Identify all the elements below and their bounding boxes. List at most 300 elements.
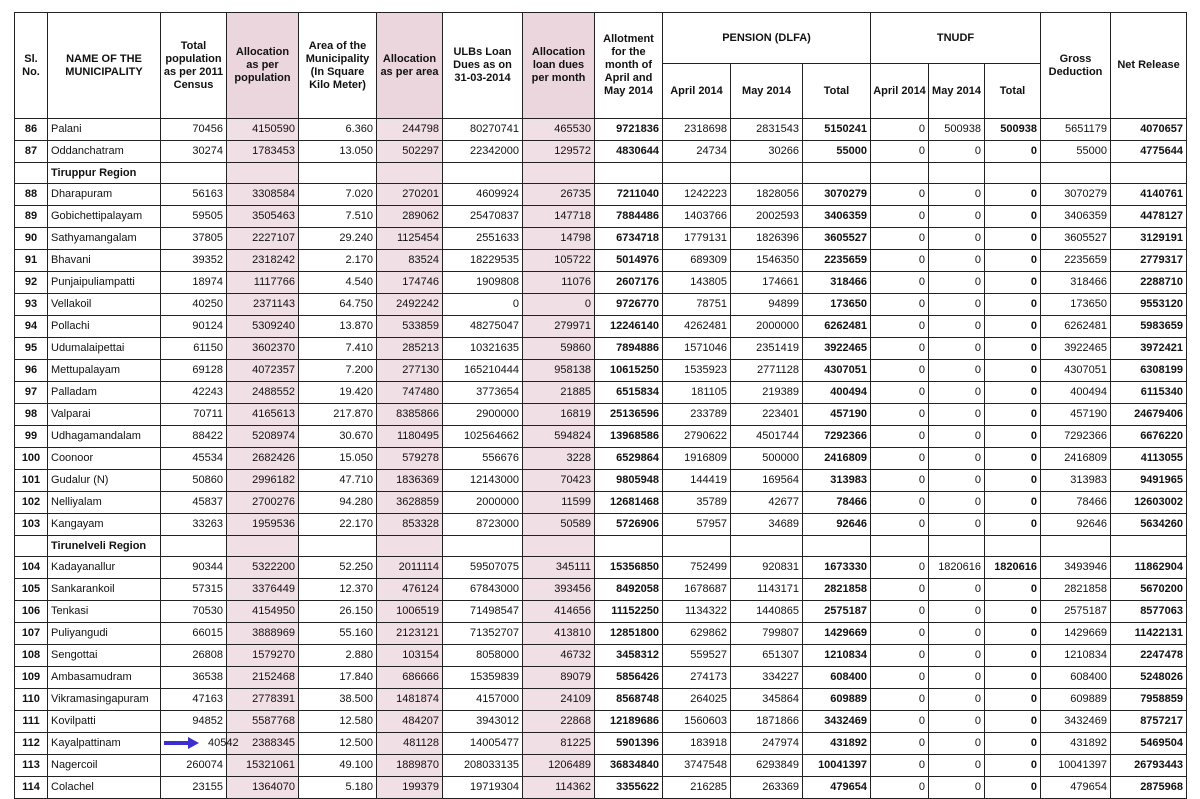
region-empty-cell bbox=[523, 536, 595, 557]
allotment-cell: 5014976 bbox=[595, 250, 663, 272]
pension-total-cell: 1210834 bbox=[803, 645, 871, 667]
tnudf-total-cell: 0 bbox=[985, 623, 1041, 645]
total-population-cell: 59505 bbox=[161, 206, 227, 228]
municipality-name-cell: Palani bbox=[48, 119, 161, 141]
tnudf-may-cell: 0 bbox=[929, 250, 985, 272]
area-cell: 49.100 bbox=[299, 755, 377, 777]
sl-no-cell: 101 bbox=[15, 470, 48, 492]
net-release-cell: 6308199 bbox=[1111, 360, 1187, 382]
alloc-area-cell: 502297 bbox=[377, 141, 443, 163]
pension-april-cell: 1134322 bbox=[663, 601, 731, 623]
sl-no-cell: 86 bbox=[15, 119, 48, 141]
header-sl-no: Sl. No. bbox=[15, 13, 48, 119]
alloc-population-cell: 1117766 bbox=[227, 272, 299, 294]
pension-total-cell: 313983 bbox=[803, 470, 871, 492]
alloc-area-cell: 484207 bbox=[377, 711, 443, 733]
tnudf-april-cell: 0 bbox=[871, 557, 929, 579]
alloc-population-cell: 5587768 bbox=[227, 711, 299, 733]
tnudf-total-cell: 500938 bbox=[985, 119, 1041, 141]
pension-may-cell: 223401 bbox=[731, 404, 803, 426]
tnudf-may-cell: 0 bbox=[929, 623, 985, 645]
ulb-loan-cell: 3943012 bbox=[443, 711, 523, 733]
pension-total-cell: 609889 bbox=[803, 689, 871, 711]
pension-may-cell: 42677 bbox=[731, 492, 803, 514]
tnudf-april-cell: 0 bbox=[871, 711, 929, 733]
ulb-loan-cell: 18229535 bbox=[443, 250, 523, 272]
region-empty-cell bbox=[1111, 536, 1187, 557]
area-cell: 64.750 bbox=[299, 294, 377, 316]
ulb-loan-cell: 208033135 bbox=[443, 755, 523, 777]
total-population-cell: 70711 bbox=[161, 404, 227, 426]
alloc-population-cell: 2682426 bbox=[227, 448, 299, 470]
gross-deduction-cell: 10041397 bbox=[1041, 755, 1111, 777]
area-cell: 2.170 bbox=[299, 250, 377, 272]
tnudf-may-cell: 0 bbox=[929, 733, 985, 755]
pension-april-cell: 2318698 bbox=[663, 119, 731, 141]
tnudf-may-cell: 0 bbox=[929, 426, 985, 448]
sl-no-cell: 91 bbox=[15, 250, 48, 272]
alloc-loan-cell: 46732 bbox=[523, 645, 595, 667]
table-row bbox=[15, 623, 1187, 645]
allotment-cell: 11152250 bbox=[595, 601, 663, 623]
tnudf-may-cell: 0 bbox=[929, 777, 985, 799]
sl-no-cell: 100 bbox=[15, 448, 48, 470]
net-release-cell: 9491965 bbox=[1111, 470, 1187, 492]
tnudf-total-cell: 0 bbox=[985, 448, 1041, 470]
area-cell: 47.710 bbox=[299, 470, 377, 492]
tnudf-total-cell: 0 bbox=[985, 206, 1041, 228]
municipality-name-cell: Colachel bbox=[48, 777, 161, 799]
total-population-cell: 90344 bbox=[161, 557, 227, 579]
alloc-population-cell: 1579270 bbox=[227, 645, 299, 667]
sl-no-cell: 92 bbox=[15, 272, 48, 294]
total-population-cell: 50860 bbox=[161, 470, 227, 492]
net-release-cell: 3129191 bbox=[1111, 228, 1187, 250]
tnudf-may-cell: 0 bbox=[929, 184, 985, 206]
net-release-cell: 24679406 bbox=[1111, 404, 1187, 426]
total-population-cell: 94852 bbox=[161, 711, 227, 733]
allotment-cell: 15356850 bbox=[595, 557, 663, 579]
allotment-cell: 9805948 bbox=[595, 470, 663, 492]
table-row bbox=[15, 141, 1187, 163]
tnudf-total-cell: 0 bbox=[985, 514, 1041, 536]
net-release-cell: 2779317 bbox=[1111, 250, 1187, 272]
tnudf-total-cell: 0 bbox=[985, 492, 1041, 514]
gross-deduction-cell: 92646 bbox=[1041, 514, 1111, 536]
pension-total-cell: 10041397 bbox=[803, 755, 871, 777]
alloc-area-cell: 1006519 bbox=[377, 601, 443, 623]
total-population-cell: 37805 bbox=[161, 228, 227, 250]
pension-may-cell: 34689 bbox=[731, 514, 803, 536]
sl-no-cell: 90 bbox=[15, 228, 48, 250]
pension-may-cell: 1871866 bbox=[731, 711, 803, 733]
alloc-loan-cell: 465530 bbox=[523, 119, 595, 141]
sl-no-cell: 114 bbox=[15, 777, 48, 799]
tnudf-april-cell: 0 bbox=[871, 623, 929, 645]
allotment-cell: 10615250 bbox=[595, 360, 663, 382]
sl-no-cell: 99 bbox=[15, 426, 48, 448]
alloc-loan-cell: 11599 bbox=[523, 492, 595, 514]
header-pension-may: May 2014 bbox=[731, 64, 803, 119]
table-row bbox=[15, 601, 1187, 623]
header-tnudf-may: May 2014 bbox=[929, 64, 985, 119]
pension-may-cell: 30266 bbox=[731, 141, 803, 163]
table-row bbox=[15, 689, 1187, 711]
pension-april-cell: 752499 bbox=[663, 557, 731, 579]
pension-may-cell: 94899 bbox=[731, 294, 803, 316]
tnudf-april-cell: 0 bbox=[871, 360, 929, 382]
municipality-name-cell: Gobichettipalayam bbox=[48, 206, 161, 228]
alloc-area-cell: 747480 bbox=[377, 382, 443, 404]
header-tnudf-group: TNUDF bbox=[871, 13, 1041, 64]
municipality-name-cell: Sankarankoil bbox=[48, 579, 161, 601]
allotment-cell: 6734718 bbox=[595, 228, 663, 250]
ulb-loan-cell: 15359839 bbox=[443, 667, 523, 689]
tnudf-april-cell: 0 bbox=[871, 338, 929, 360]
gross-deduction-cell: 609889 bbox=[1041, 689, 1111, 711]
region-empty-cell bbox=[1041, 536, 1111, 557]
alloc-loan-cell: 114362 bbox=[523, 777, 595, 799]
tnudf-total-cell: 0 bbox=[985, 579, 1041, 601]
tnudf-april-cell: 0 bbox=[871, 601, 929, 623]
alloc-area-cell: 199379 bbox=[377, 777, 443, 799]
alloc-area-cell: 1125454 bbox=[377, 228, 443, 250]
area-cell: 26.150 bbox=[299, 601, 377, 623]
tnudf-april-cell: 0 bbox=[871, 667, 929, 689]
total-population-cell: 69128 bbox=[161, 360, 227, 382]
region-empty-cell bbox=[377, 536, 443, 557]
pension-may-cell: 1143171 bbox=[731, 579, 803, 601]
tnudf-may-cell: 500938 bbox=[929, 119, 985, 141]
total-population-cell: 23155 bbox=[161, 777, 227, 799]
area-cell: 7.510 bbox=[299, 206, 377, 228]
area-cell: 19.420 bbox=[299, 382, 377, 404]
allotment-cell: 4830644 bbox=[595, 141, 663, 163]
municipality-name-cell: Gudalur (N) bbox=[48, 470, 161, 492]
gross-deduction-cell: 2416809 bbox=[1041, 448, 1111, 470]
tnudf-may-cell: 0 bbox=[929, 689, 985, 711]
net-release-cell: 5634260 bbox=[1111, 514, 1187, 536]
area-cell: 38.500 bbox=[299, 689, 377, 711]
tnudf-april-cell: 0 bbox=[871, 492, 929, 514]
area-cell: 29.240 bbox=[299, 228, 377, 250]
total-population-cell bbox=[161, 733, 239, 755]
ulb-loan-cell: 556676 bbox=[443, 448, 523, 470]
tnudf-total-cell: 0 bbox=[985, 601, 1041, 623]
region-empty-cell bbox=[929, 536, 985, 557]
tnudf-may-cell: 0 bbox=[929, 206, 985, 228]
municipality-name-cell: Sathyamangalam bbox=[48, 228, 161, 250]
alloc-loan-cell: 958138 bbox=[523, 360, 595, 382]
allotment-cell: 12246140 bbox=[595, 316, 663, 338]
tnudf-april-cell: 0 bbox=[871, 777, 929, 799]
sl-no-cell: 88 bbox=[15, 184, 48, 206]
tnudf-april-cell: 0 bbox=[871, 404, 929, 426]
region-empty-cell bbox=[871, 536, 929, 557]
sl-no-cell: 110 bbox=[15, 689, 48, 711]
area-cell: 7.020 bbox=[299, 184, 377, 206]
tnudf-may-cell: 1820616 bbox=[929, 557, 985, 579]
net-release-cell: 5670200 bbox=[1111, 579, 1187, 601]
tnudf-april-cell: 0 bbox=[871, 755, 929, 777]
tnudf-april-cell: 0 bbox=[871, 228, 929, 250]
alloc-loan-cell: 345111 bbox=[523, 557, 595, 579]
total-population-value: 40542 bbox=[208, 737, 239, 749]
pension-may-cell: 920831 bbox=[731, 557, 803, 579]
municipality-name-cell: Kadayanallur bbox=[48, 557, 161, 579]
table-row bbox=[15, 184, 1187, 206]
tnudf-total-cell: 0 bbox=[985, 338, 1041, 360]
pension-april-cell: 57957 bbox=[663, 514, 731, 536]
pension-may-cell: 263369 bbox=[731, 777, 803, 799]
gross-deduction-cell: 3922465 bbox=[1041, 338, 1111, 360]
sl-no-cell: 111 bbox=[15, 711, 48, 733]
alloc-area-cell: 3628859 bbox=[377, 492, 443, 514]
tnudf-may-cell: 0 bbox=[929, 579, 985, 601]
allocation-table bbox=[14, 12, 1187, 799]
gross-deduction-cell: 2575187 bbox=[1041, 601, 1111, 623]
pension-total-cell: 3070279 bbox=[803, 184, 871, 206]
alloc-area-cell: 103154 bbox=[377, 645, 443, 667]
table-row bbox=[15, 470, 1187, 492]
tnudf-may-cell: 0 bbox=[929, 382, 985, 404]
ulb-loan-cell: 4157000 bbox=[443, 689, 523, 711]
total-population-cell: 47163 bbox=[161, 689, 227, 711]
alloc-population-cell: 3888969 bbox=[227, 623, 299, 645]
pension-total-cell: 608400 bbox=[803, 667, 871, 689]
header-gross-deduction: Gross Deduction bbox=[1041, 13, 1111, 119]
municipality-name-cell: Punjaipuliampatti bbox=[48, 272, 161, 294]
header-total-population: Total population as per 2011 Census bbox=[161, 13, 227, 119]
sl-no-cell: 103 bbox=[15, 514, 48, 536]
area-cell: 12.580 bbox=[299, 711, 377, 733]
tnudf-total-cell: 0 bbox=[985, 294, 1041, 316]
table-row bbox=[15, 492, 1187, 514]
table-row bbox=[15, 645, 1187, 667]
gross-deduction-cell: 479654 bbox=[1041, 777, 1111, 799]
region-empty-cell bbox=[443, 163, 523, 184]
gross-deduction-cell: 2821858 bbox=[1041, 579, 1111, 601]
net-release-cell: 26793443 bbox=[1111, 755, 1187, 777]
alloc-population-cell: 15321061 bbox=[227, 755, 299, 777]
tnudf-may-cell: 0 bbox=[929, 404, 985, 426]
municipality-name-cell: Pollachi bbox=[48, 316, 161, 338]
tnudf-april-cell: 0 bbox=[871, 426, 929, 448]
area-cell: 7.200 bbox=[299, 360, 377, 382]
total-population-cell: 88422 bbox=[161, 426, 227, 448]
alloc-area-cell: 579278 bbox=[377, 448, 443, 470]
ulb-loan-cell: 8058000 bbox=[443, 645, 523, 667]
table-row bbox=[15, 733, 1187, 755]
gross-deduction-cell: 1429669 bbox=[1041, 623, 1111, 645]
pension-april-cell: 274173 bbox=[663, 667, 731, 689]
tnudf-total-cell: 0 bbox=[985, 250, 1041, 272]
header-name: NAME OF THE MUNICIPALITY bbox=[48, 13, 161, 119]
region-empty-cell bbox=[595, 163, 663, 184]
region-empty-cell bbox=[731, 163, 803, 184]
table-row bbox=[15, 228, 1187, 250]
municipality-name-cell: Nelliyalam bbox=[48, 492, 161, 514]
alloc-population-cell: 5309240 bbox=[227, 316, 299, 338]
sl-no-cell: 98 bbox=[15, 404, 48, 426]
gross-deduction-cell: 2235659 bbox=[1041, 250, 1111, 272]
ulb-loan-cell: 3773654 bbox=[443, 382, 523, 404]
alloc-population-cell: 4150590 bbox=[227, 119, 299, 141]
pension-may-cell: 247974 bbox=[731, 733, 803, 755]
pension-april-cell: 559527 bbox=[663, 645, 731, 667]
table-row bbox=[15, 404, 1187, 426]
pension-total-cell: 2821858 bbox=[803, 579, 871, 601]
pension-april-cell: 183918 bbox=[663, 733, 731, 755]
gross-deduction-cell: 400494 bbox=[1041, 382, 1111, 404]
gross-deduction-cell: 313983 bbox=[1041, 470, 1111, 492]
header-tnudf-april: April 2014 bbox=[871, 64, 929, 119]
alloc-population-cell: 2371143 bbox=[227, 294, 299, 316]
total-population-cell: 70530 bbox=[161, 601, 227, 623]
ulb-loan-cell: 25470837 bbox=[443, 206, 523, 228]
table-row bbox=[15, 755, 1187, 777]
area-cell: 7.410 bbox=[299, 338, 377, 360]
ulb-loan-cell: 67843000 bbox=[443, 579, 523, 601]
alloc-area-cell: 686666 bbox=[377, 667, 443, 689]
sl-no-cell: 104 bbox=[15, 557, 48, 579]
gross-deduction-cell: 4307051 bbox=[1041, 360, 1111, 382]
tnudf-april-cell: 0 bbox=[871, 119, 929, 141]
pension-april-cell: 2790622 bbox=[663, 426, 731, 448]
municipality-name-cell: Oddanchatram bbox=[48, 141, 161, 163]
tnudf-may-cell: 0 bbox=[929, 492, 985, 514]
municipality-name-cell: Nagercoil bbox=[48, 755, 161, 777]
municipality-name-cell: Tenkasi bbox=[48, 601, 161, 623]
pension-may-cell: 169564 bbox=[731, 470, 803, 492]
pension-total-cell: 3406359 bbox=[803, 206, 871, 228]
header-alloc-population: Allocation as per population bbox=[227, 13, 299, 119]
tnudf-april-cell: 0 bbox=[871, 206, 929, 228]
tnudf-april-cell: 0 bbox=[871, 316, 929, 338]
tnudf-april-cell: 0 bbox=[871, 382, 929, 404]
municipality-name-cell: Bhavani bbox=[48, 250, 161, 272]
total-population-cell: 26808 bbox=[161, 645, 227, 667]
net-release-cell: 8577063 bbox=[1111, 601, 1187, 623]
sl-no-cell: 112 bbox=[15, 733, 48, 755]
net-release-cell: 11422131 bbox=[1111, 623, 1187, 645]
total-population-cell: 70456 bbox=[161, 119, 227, 141]
tnudf-total-cell: 0 bbox=[985, 272, 1041, 294]
pension-may-cell: 1826396 bbox=[731, 228, 803, 250]
allotment-cell: 3458312 bbox=[595, 645, 663, 667]
pension-may-cell: 174661 bbox=[731, 272, 803, 294]
pension-total-cell: 400494 bbox=[803, 382, 871, 404]
area-cell: 2.880 bbox=[299, 645, 377, 667]
gross-deduction-cell: 5651179 bbox=[1041, 119, 1111, 141]
region-empty-cell bbox=[663, 163, 731, 184]
tnudf-may-cell: 0 bbox=[929, 601, 985, 623]
tnudf-may-cell: 0 bbox=[929, 448, 985, 470]
region-sl-cell bbox=[15, 536, 48, 557]
gross-deduction-cell: 55000 bbox=[1041, 141, 1111, 163]
sl-no-cell: 113 bbox=[15, 755, 48, 777]
total-population-cell: 40250 bbox=[161, 294, 227, 316]
alloc-area-cell: 8385866 bbox=[377, 404, 443, 426]
alloc-area-cell: 2011114 bbox=[377, 557, 443, 579]
pension-total-cell: 6262481 bbox=[803, 316, 871, 338]
pension-total-cell: 3605527 bbox=[803, 228, 871, 250]
alloc-loan-cell: 24109 bbox=[523, 689, 595, 711]
pension-april-cell: 78751 bbox=[663, 294, 731, 316]
net-release-cell: 4140761 bbox=[1111, 184, 1187, 206]
pension-may-cell: 6293849 bbox=[731, 755, 803, 777]
pension-total-cell: 457190 bbox=[803, 404, 871, 426]
region-empty-cell bbox=[227, 163, 299, 184]
allocation-table-sheet bbox=[14, 12, 1186, 799]
pension-april-cell: 1916809 bbox=[663, 448, 731, 470]
net-release-cell: 2288710 bbox=[1111, 272, 1187, 294]
alloc-loan-cell: 147718 bbox=[523, 206, 595, 228]
table-row bbox=[15, 711, 1187, 733]
pension-april-cell: 1678687 bbox=[663, 579, 731, 601]
tnudf-total-cell: 0 bbox=[985, 733, 1041, 755]
ulb-loan-cell: 10321635 bbox=[443, 338, 523, 360]
region-row bbox=[15, 536, 1187, 557]
area-cell: 22.170 bbox=[299, 514, 377, 536]
municipality-name-cell: Udumalaipettai bbox=[48, 338, 161, 360]
tnudf-april-cell: 0 bbox=[871, 448, 929, 470]
total-population-cell: 66015 bbox=[161, 623, 227, 645]
tnudf-total-cell: 0 bbox=[985, 777, 1041, 799]
header-net-release: Net Release bbox=[1111, 13, 1187, 119]
ulb-loan-cell: 2000000 bbox=[443, 492, 523, 514]
header-pension-group: PENSION (DLFA) bbox=[663, 13, 871, 64]
area-cell: 12.370 bbox=[299, 579, 377, 601]
net-release-cell: 4113055 bbox=[1111, 448, 1187, 470]
tnudf-april-cell: 0 bbox=[871, 514, 929, 536]
tnudf-may-cell: 0 bbox=[929, 228, 985, 250]
area-cell: 13.870 bbox=[299, 316, 377, 338]
tnudf-total-cell: 0 bbox=[985, 667, 1041, 689]
alloc-population-cell: 3308584 bbox=[227, 184, 299, 206]
sl-no-cell: 87 bbox=[15, 141, 48, 163]
sl-no-cell: 96 bbox=[15, 360, 48, 382]
pension-total-cell: 2575187 bbox=[803, 601, 871, 623]
ulb-loan-cell: 1909808 bbox=[443, 272, 523, 294]
tnudf-april-cell: 0 bbox=[871, 294, 929, 316]
region-empty-cell bbox=[663, 536, 731, 557]
alloc-loan-cell: 129572 bbox=[523, 141, 595, 163]
alloc-population-cell: 3602370 bbox=[227, 338, 299, 360]
total-population-cell: 18974 bbox=[161, 272, 227, 294]
region-empty-cell bbox=[377, 163, 443, 184]
area-cell: 30.670 bbox=[299, 426, 377, 448]
header-pension-april: April 2014 bbox=[663, 64, 731, 119]
pension-total-cell: 1673330 bbox=[803, 557, 871, 579]
alloc-population-cell: 2996182 bbox=[227, 470, 299, 492]
pension-total-cell: 5150241 bbox=[803, 119, 871, 141]
municipality-name-cell: Coonoor bbox=[48, 448, 161, 470]
sl-no-cell: 108 bbox=[15, 645, 48, 667]
allotment-cell: 6515834 bbox=[595, 382, 663, 404]
alloc-area-cell: 174746 bbox=[377, 272, 443, 294]
alloc-area-cell: 2123121 bbox=[377, 623, 443, 645]
table-header bbox=[15, 13, 1187, 119]
pension-april-cell: 35789 bbox=[663, 492, 731, 514]
allotment-cell: 12189686 bbox=[595, 711, 663, 733]
allotment-cell: 36834840 bbox=[595, 755, 663, 777]
ulb-loan-cell: 2551633 bbox=[443, 228, 523, 250]
header-ulb-loan: ULBs Loan Dues as on 31-03-2014 bbox=[443, 13, 523, 119]
alloc-loan-cell: 16819 bbox=[523, 404, 595, 426]
net-release-cell: 12603002 bbox=[1111, 492, 1187, 514]
ulb-loan-cell: 59507075 bbox=[443, 557, 523, 579]
